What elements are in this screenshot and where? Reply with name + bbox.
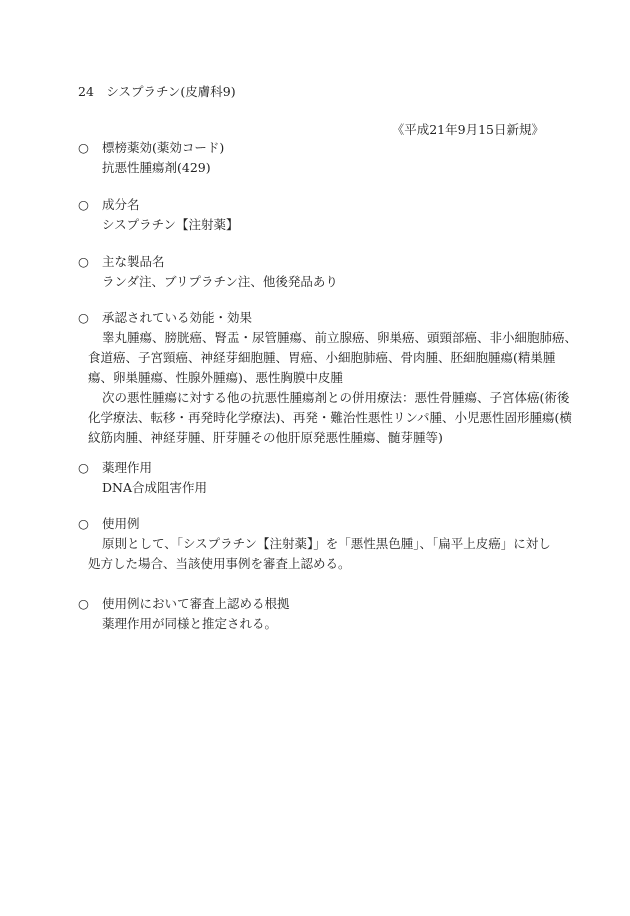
body-line: シスプラチン【注射薬】 <box>102 217 239 232</box>
circle-bullet-icon: ○ <box>78 516 89 531</box>
circle-bullet-icon: ○ <box>78 140 89 155</box>
heading-text: 成分名 <box>102 197 140 212</box>
section-7 <box>78 594 558 634</box>
body-line: 次の悪性腫瘍に対する他の抗悪性腫瘍剤との併用療法：悪性骨腫瘍、子宮体癌(術後 <box>102 390 570 405</box>
heading-text: 標榜薬効(薬効コード) <box>102 140 225 155</box>
body-line: 化学療法、転移・再発時化学療法)、再発・難治性悪性リンパ腫、小児悪性固形腫瘍(横 <box>88 410 572 425</box>
body-line: ランダ注、ブリプラチン注、他後発品あり <box>102 274 338 289</box>
heading-text: 使用例において審査上認める根拠 <box>102 596 290 611</box>
heading-text: 主な製品名 <box>102 254 165 269</box>
body-line: 紋筋肉腫、神経芽腫、肝芽腫その他肝原発悪性腫瘍、髄芽腫等) <box>88 430 443 445</box>
section-4 <box>78 308 578 448</box>
body-line: DNA合成阻害作用 <box>102 480 207 495</box>
circle-bullet-icon: ○ <box>78 254 89 269</box>
circle-bullet-icon: ○ <box>78 310 89 325</box>
section-3 <box>78 252 558 292</box>
section-heading <box>78 594 558 614</box>
section-heading <box>78 138 558 158</box>
section-5 <box>78 458 558 498</box>
section-1 <box>78 138 558 178</box>
body-line: 処方した場合、当該使用事例を審査上認める。 <box>88 556 351 571</box>
body-line: 抗悪性腫瘍剤(429) <box>102 160 211 175</box>
section-2 <box>78 195 558 235</box>
section-heading <box>78 308 558 328</box>
circle-bullet-icon: ○ <box>78 460 89 475</box>
body-line: 原則として、「シスプラチン【注射薬】」を「悪性黒色腫」、「扁平上皮癌」に対し <box>102 536 551 551</box>
section-heading <box>78 252 558 272</box>
body-line: 食道癌、子宮頸癌、神経芽細胞腫、胃癌、小細胞肺癌、骨肉腫、胚細胞腫瘍(精巣腫 <box>88 350 556 365</box>
body-line: 薬理作用が同様と推定される。 <box>102 616 278 631</box>
heading-text: 承認されている効能・効果 <box>102 310 253 325</box>
section-6 <box>78 514 558 574</box>
section-heading <box>78 514 558 534</box>
date-note: 《平成21年9月15日新規》 <box>391 122 544 137</box>
circle-bullet-icon: ○ <box>78 197 89 212</box>
section-heading <box>78 458 558 478</box>
heading-text: 薬理作用 <box>102 460 153 475</box>
body-line: 瘍、卵巣腫瘍、性腺外腫瘍)、悪性胸膜中皮腫 <box>88 370 343 385</box>
circle-bullet-icon: ○ <box>78 596 89 611</box>
document-title: 24 シスプラチン(皮膚科9) <box>78 84 236 99</box>
section-heading <box>78 195 558 215</box>
body-line: 睾丸腫瘍、膀胱癌、腎盂・尿管腫瘍、前立腺癌、卵巣癌、頭頸部癌、非小細胞肺癌、 <box>102 330 578 345</box>
heading-text: 使用例 <box>102 516 140 531</box>
